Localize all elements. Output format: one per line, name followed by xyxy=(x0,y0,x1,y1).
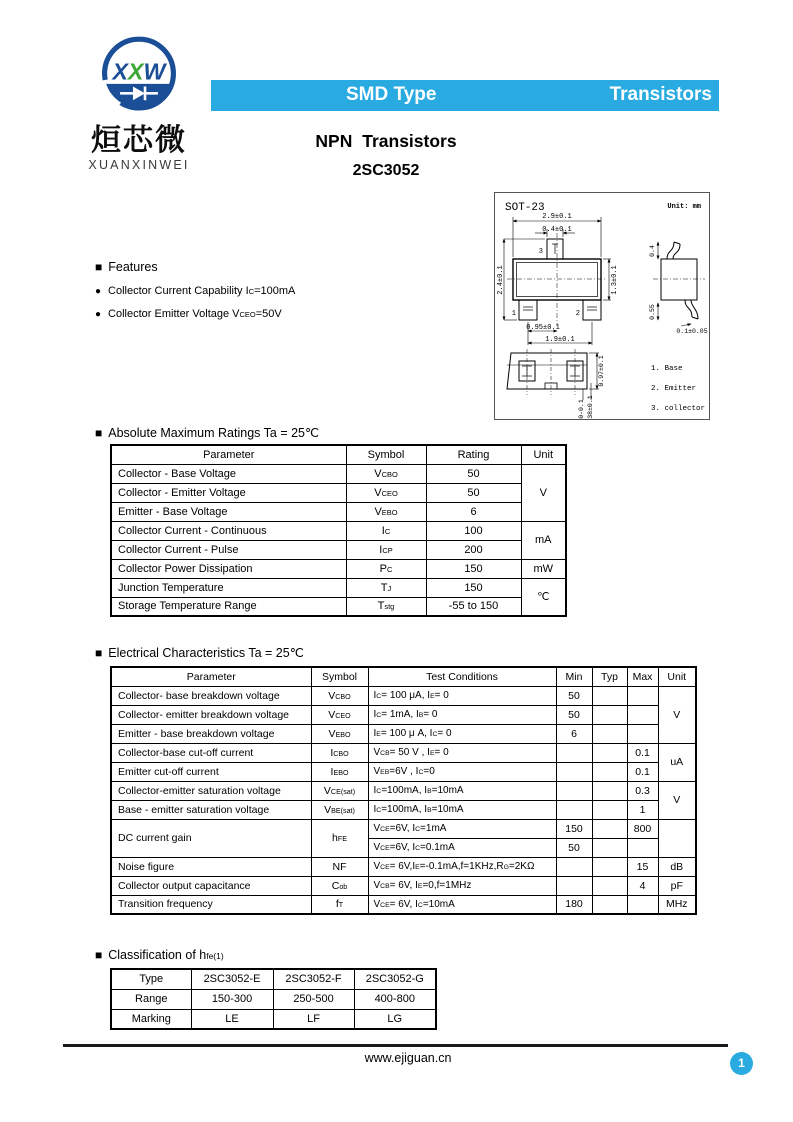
banner-smd-type: SMD Type xyxy=(346,84,437,105)
cell-unit: dB xyxy=(658,857,696,876)
abs-max-heading xyxy=(95,425,319,440)
cell-conditions: IC=100mA, IB=10mA xyxy=(368,781,556,800)
table-row xyxy=(111,578,566,597)
classification-heading xyxy=(95,948,224,962)
cell-symbol: hFE xyxy=(311,819,368,857)
table-row xyxy=(111,521,566,540)
col-header: Symbol xyxy=(311,667,368,686)
cell-max: 4 xyxy=(627,876,658,895)
cell-symbol: ICP xyxy=(346,540,426,559)
dim-lead-thickness: 0.1±0.05 xyxy=(676,328,708,335)
cell-symbol: VCBO xyxy=(311,686,368,705)
elec-table xyxy=(110,666,697,915)
cell-min: 50 xyxy=(556,705,592,724)
bottom-view xyxy=(507,349,599,400)
table-row xyxy=(111,969,436,989)
cell-marking: LE xyxy=(191,1009,273,1029)
cell-max: 0.3 xyxy=(627,781,658,800)
classification-heading-text: Classification of hfe(1) xyxy=(108,948,224,962)
feature-text: Collector Emitter Voltage VCEO=50V xyxy=(108,308,282,320)
cell-type: 2SC3052-E xyxy=(191,969,273,989)
cell-min: 50 xyxy=(556,686,592,705)
cell-param: Emitter - base breakdown voltage xyxy=(111,724,311,743)
cell-conditions: VCB= 50 V , IE= 0 xyxy=(368,743,556,762)
cell-rating: 100 xyxy=(426,521,521,540)
package-unit: Unit: mm xyxy=(667,203,701,211)
cell-param: Emitter - Base Voltage xyxy=(111,502,346,521)
cell-symbol: VCBO xyxy=(346,464,426,483)
cell-typ xyxy=(592,838,627,857)
cell-min: 50 xyxy=(556,838,592,857)
brand-name-en: XUANXINWEI xyxy=(88,157,190,172)
cell-symbol: VCEO xyxy=(346,483,426,502)
table-row xyxy=(111,705,696,724)
cell-unit: V xyxy=(521,464,566,521)
cell-unit: mW xyxy=(521,559,566,578)
dim-side-height: 0.97±0.1 xyxy=(598,355,605,387)
banner-transistors: Transistors xyxy=(609,84,712,105)
cell-marking: LF xyxy=(273,1009,354,1029)
cell-symbol: VBE(sat) xyxy=(311,800,368,819)
pin-legend-collector: 3. collector xyxy=(651,405,706,413)
bullet-icon: ● xyxy=(95,308,102,320)
square-marker-icon: ■ xyxy=(95,645,103,660)
col-header: Typ xyxy=(592,667,627,686)
cell-min xyxy=(556,743,592,762)
cell-rating: 150 xyxy=(426,559,521,578)
cell-symbol: VEBO xyxy=(311,724,368,743)
cell-typ xyxy=(592,819,627,838)
abs-max-table xyxy=(110,444,567,617)
feature-text: Collector Current Capability IC=100mA xyxy=(108,285,296,297)
table-row xyxy=(111,895,696,914)
cell-conditions: VCE= 6V, IC=10mA xyxy=(368,895,556,914)
pin-legend-emitter: 2. Emitter xyxy=(651,385,697,393)
cell-conditions: VCE=6V, IC=1mA xyxy=(368,819,556,838)
cell-max: 1 xyxy=(627,800,658,819)
cell-param: Noise figure xyxy=(111,857,311,876)
cell-range: 400-800 xyxy=(354,989,436,1009)
cell-symbol: Tstg xyxy=(346,597,426,616)
cell-unit: V xyxy=(658,781,696,819)
cell-symbol: VCEO xyxy=(311,705,368,724)
cell-symbol: PC xyxy=(346,559,426,578)
cell-rating: 50 xyxy=(426,464,521,483)
elec-heading xyxy=(95,645,304,660)
table-row xyxy=(111,743,696,762)
cell-param: Collector Power Dissipation xyxy=(111,559,346,578)
table-row xyxy=(111,800,696,819)
cell-label: Marking xyxy=(111,1009,191,1029)
cell-param: Collector output capacitance xyxy=(111,876,311,895)
col-header: Rating xyxy=(426,445,521,464)
cell-symbol: IEBO xyxy=(311,762,368,781)
cell-type: 2SC3052-F xyxy=(273,969,354,989)
col-header: Symbol xyxy=(346,445,426,464)
dim-lead-top: 0.4 xyxy=(649,245,656,257)
page-title: NPN Transistors xyxy=(315,131,457,151)
cell-param: Emitter cut-off current xyxy=(111,762,311,781)
cell-typ xyxy=(592,686,627,705)
cell-min xyxy=(556,781,592,800)
cell-param: Collector - Emitter Voltage xyxy=(111,483,346,502)
dim-pin-span: 1.9±0.1 xyxy=(545,336,575,344)
col-header: Parameter xyxy=(111,445,346,464)
table-row xyxy=(111,724,696,743)
col-header: Min xyxy=(556,667,592,686)
cell-typ xyxy=(592,705,627,724)
square-marker-icon: ■ xyxy=(95,948,103,962)
cell-conditions: IC=100mA, IB=10mA xyxy=(368,800,556,819)
col-header: Unit xyxy=(521,445,566,464)
table-row xyxy=(111,559,566,578)
cell-min xyxy=(556,800,592,819)
square-marker-icon: ■ xyxy=(95,260,103,274)
cell-max xyxy=(627,686,658,705)
part-number: 2SC3052 xyxy=(352,162,420,179)
dim-total-height: 2.4±0.1 xyxy=(497,265,505,295)
cell-symbol: ICBO xyxy=(311,743,368,762)
cell-max xyxy=(627,724,658,743)
table-row xyxy=(111,857,696,876)
pin-legend-base: 1. Base xyxy=(651,365,683,373)
cell-min: 6 xyxy=(556,724,592,743)
dim-pin-pitch: 0.95±0.1 xyxy=(526,324,560,332)
cell-rating: -55 to 150 xyxy=(426,597,521,616)
cell-max: 800 xyxy=(627,819,658,838)
cell-unit: pF xyxy=(658,876,696,895)
cell-typ xyxy=(592,857,627,876)
cell-unit: uA xyxy=(658,743,696,781)
cell-rating: 200 xyxy=(426,540,521,559)
cell-symbol: IC xyxy=(346,521,426,540)
table-row xyxy=(111,762,696,781)
col-header: Max xyxy=(627,667,658,686)
cell-unit: ℃ xyxy=(521,578,566,616)
cell-param: Storage Temperature Range xyxy=(111,597,346,616)
cell-unit xyxy=(658,819,696,857)
footer-divider xyxy=(63,1044,728,1047)
cell-max xyxy=(627,705,658,724)
cell-conditions: VEB=6V , IC=0 xyxy=(368,762,556,781)
cell-symbol: VCE(sat) xyxy=(311,781,368,800)
cell-typ xyxy=(592,762,627,781)
cell-param: Transition frequency xyxy=(111,895,311,914)
pin2-number: 2 xyxy=(575,310,580,318)
pin1-number: 1 xyxy=(511,310,516,318)
cell-rating: 50 xyxy=(426,483,521,502)
cell-conditions: VCE=6V, IC=0.1mA xyxy=(368,838,556,857)
table-row xyxy=(111,686,696,705)
cell-unit: mA xyxy=(521,521,566,559)
cell-max: 0.1 xyxy=(627,743,658,762)
cell-min xyxy=(556,876,592,895)
cell-param: DC current gain xyxy=(111,819,311,857)
cell-symbol: NF xyxy=(311,857,368,876)
feature-item xyxy=(95,285,475,297)
cell-symbol: Cob xyxy=(311,876,368,895)
cell-min: 180 xyxy=(556,895,592,914)
table-row xyxy=(111,989,436,1009)
col-header: Unit xyxy=(658,667,696,686)
cell-typ xyxy=(592,724,627,743)
table-row xyxy=(111,876,696,895)
cell-label: Range xyxy=(111,989,191,1009)
cell-param: Collector-base cut-off current xyxy=(111,743,311,762)
cell-param: Collector Current - Continuous xyxy=(111,521,346,540)
package-name: SOT-23 xyxy=(505,202,545,214)
features-section xyxy=(95,260,475,320)
cell-typ xyxy=(592,895,627,914)
side-view xyxy=(653,242,705,326)
footer-url: www.ejiguan.cn xyxy=(364,1051,452,1065)
dim-standoff: 0-0.1 xyxy=(578,399,585,419)
cell-max xyxy=(627,895,658,914)
dim-lead-bottom: 0.55 xyxy=(649,304,656,320)
table-row xyxy=(111,1009,436,1029)
cell-param: Collector - Base Voltage xyxy=(111,464,346,483)
logo-letters: XXW xyxy=(112,58,166,85)
cell-conditions: IE= 100 μ A, IC= 0 xyxy=(368,724,556,743)
table-row xyxy=(111,540,566,559)
cell-min xyxy=(556,762,592,781)
cell-rating: 150 xyxy=(426,578,521,597)
page-number-badge: 1 xyxy=(730,1052,753,1075)
cell-max: 15 xyxy=(627,857,658,876)
classification-table xyxy=(110,968,437,1030)
bullet-icon: ● xyxy=(95,285,102,297)
cell-min xyxy=(556,857,592,876)
cell-param: Base - emitter saturation voltage xyxy=(111,800,311,819)
features-heading-text: Features xyxy=(108,260,158,274)
dim-pad-height: 0.38±0.1 xyxy=(587,395,594,419)
top-banner xyxy=(211,80,719,111)
cell-conditions: IC= 1mA, IB= 0 xyxy=(368,705,556,724)
pin3-number: 3 xyxy=(538,248,543,256)
cell-param: Collector- base breakdown voltage xyxy=(111,686,311,705)
table-header-row xyxy=(111,667,696,686)
cell-typ xyxy=(592,781,627,800)
dim-body-width: 2.9±0.1 xyxy=(542,213,572,221)
table-header-row xyxy=(111,445,566,464)
dim-pin-width: 0.4±0.1 xyxy=(542,226,572,234)
cell-param: Collector-emitter saturation voltage xyxy=(111,781,311,800)
cell-unit: V xyxy=(658,686,696,743)
cell-unit: MHz xyxy=(658,895,696,914)
cell-conditions: VCB= 6V, IE=0,f=1MHz xyxy=(368,876,556,895)
table-row xyxy=(111,819,696,838)
table-row xyxy=(111,464,566,483)
elec-heading-text: Electrical Characteristics Ta = 25℃ xyxy=(108,646,304,660)
cell-symbol: fT xyxy=(311,895,368,914)
table-row xyxy=(111,597,566,616)
col-header: Parameter xyxy=(111,667,311,686)
cell-range: 250-500 xyxy=(273,989,354,1009)
cell-param: Collector Current - Pulse xyxy=(111,540,346,559)
square-marker-icon: ■ xyxy=(95,425,103,440)
table-row xyxy=(111,781,696,800)
front-view xyxy=(507,233,607,325)
cell-param: Junction Temperature xyxy=(111,578,346,597)
cell-max: 0.1 xyxy=(627,762,658,781)
cell-symbol: TJ xyxy=(346,578,426,597)
col-header: Test Conditions xyxy=(368,667,556,686)
cell-marking: LG xyxy=(354,1009,436,1029)
dim-body-height: 1.3±0.1 xyxy=(611,265,619,295)
cell-conditions: IC= 100 μA, IE= 0 xyxy=(368,686,556,705)
brand-name-cn: 烜芯微 xyxy=(91,124,187,157)
cell-conditions: VCE= 6V,IE=-0.1mA,f=1KHz,RG=2KΩ xyxy=(368,857,556,876)
brand-logo-icon xyxy=(96,34,182,120)
package-drawing xyxy=(494,192,710,420)
features-heading xyxy=(95,260,475,274)
cell-rating: 6 xyxy=(426,502,521,521)
cell-param: Collector- emitter breakdown voltage xyxy=(111,705,311,724)
table-row xyxy=(111,502,566,521)
cell-type: 2SC3052-G xyxy=(354,969,436,989)
brand-logo xyxy=(80,34,198,172)
cell-typ xyxy=(592,743,627,762)
cell-range: 150-300 xyxy=(191,989,273,1009)
table-row xyxy=(111,483,566,502)
cell-min: 150 xyxy=(556,819,592,838)
cell-label: Type xyxy=(111,969,191,989)
abs-max-heading-text: Absolute Maximum Ratings Ta = 25℃ xyxy=(108,426,320,440)
cell-typ xyxy=(592,876,627,895)
cell-max xyxy=(627,838,658,857)
feature-item xyxy=(95,308,475,320)
cell-typ xyxy=(592,800,627,819)
cell-symbol: VEBO xyxy=(346,502,426,521)
